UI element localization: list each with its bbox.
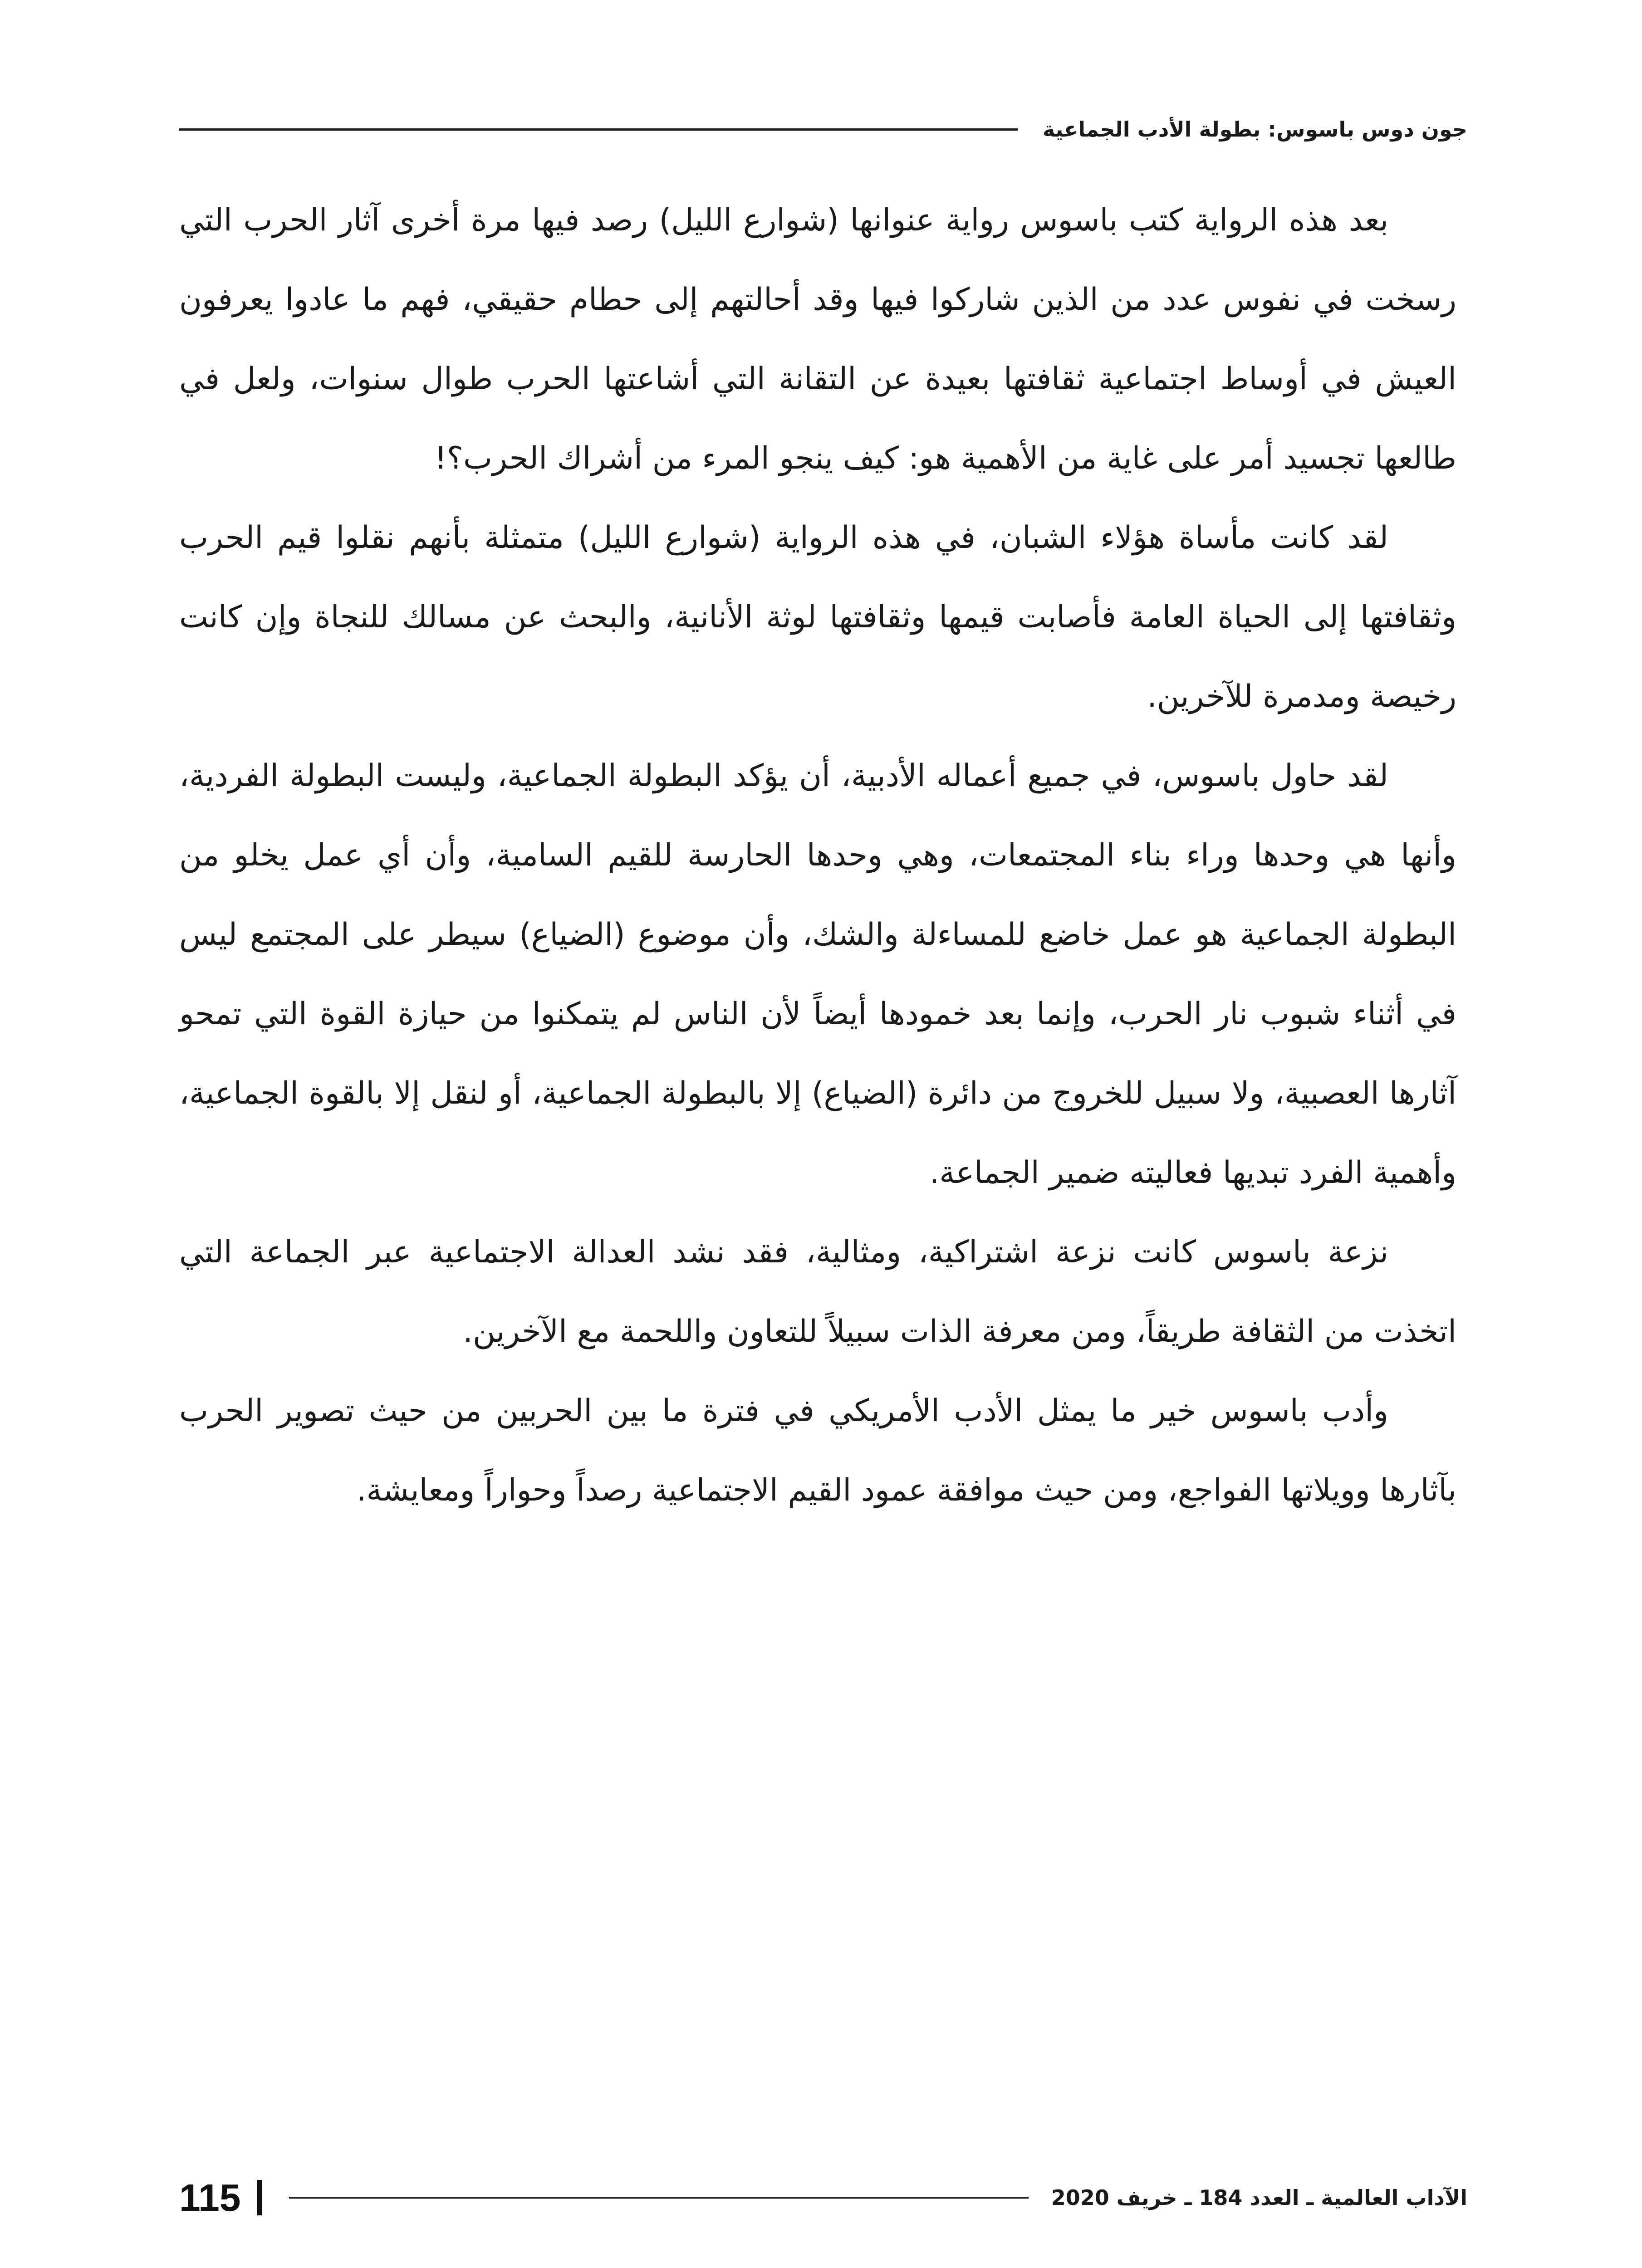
paragraph: لقد كانت مأساة هؤلاء الشبان، في هذه الرواية (شوارع الليل) متمثلة بأنهم نقلوا قيم الحرب وثقافتها إلى الحياة العامة فأصابت قيمها وثقافتها لوثة الأنانية، والبحث عن مسالك للنجاة وإن كانت رخيصة ومدمرة للآخرين. xyxy=(179,520,1456,714)
footer-rule xyxy=(289,2197,1029,2199)
page-footer xyxy=(179,2173,1467,2223)
paragraph: وأدب باسوس خير ما يمثل الأدب الأمريكي في فترة ما بين الحربين من حيث تصوير الحرب بآثارها وويلاتها الفواجع، ومن حيث موافقة عمود القيم الاجتماعية رصداً وحواراً ومعايشة. xyxy=(179,1393,1456,1508)
paragraph: لقد حاول باسوس، في جميع أعماله الأدبية، أن يؤكد البطولة الجماعية، وليست البطولة الفردية، وأنها هي وحدها وراء بناء المجتمعات، وهي وحدها الحارسة للقيم السامية، وأن أي عمل يخلو من البطولة الجماعية هو عمل خاضع للمساءلة والشك، وأن موضوع (الضياع) سيطر على المجتمع ليس في أثناء شبوب نار الحرب، وإنما بعد خمودها أيضاً لأن الناس لم يتمكنوا من حيازة القوة التي تمحو آثارها العصبية، ولا سبيل للخروج من دائرة (الضياع) إلا بالبطولة الجماعية، أو لنقل إلا بالقوة الجماعية، وأهمية الفرد تبديها فعاليته ضمير الجماعة. xyxy=(179,758,1456,1191)
paragraph: بعد هذه الرواية كتب باسوس رواية عنوانها (شوارع الليل) رصد فيها مرة أخرى آثار الحرب التي رسخت في نفوس عدد من الذين شاركوا فيها وقد أحالتهم إلى حطام حقيقي، فهم ما عادوا يعرفون العيش في أوساط اجتماعية ثقافتها بعيدة عن التقانة التي أشاعتها الحرب طوال سنوات، ولعل في طالعها تجسيد أمر على غاية من الأهمية هو: كيف ينجو المرء من أشراك الحرب؟! xyxy=(179,202,1456,476)
running-header xyxy=(179,109,1467,150)
paragraph: نزعة باسوس كانت نزعة اشتراكية، ومثالية، فقد نشد العدالة الاجتماعية عبر الجماعة التي اتخذت من الثقافة طريقاً، ومن معرفة الذات سبيلاً للتعاون واللحمة مع الآخرين. xyxy=(179,1234,1456,1349)
page-number: 115 xyxy=(179,2176,241,2219)
article-body xyxy=(179,181,1456,1530)
running-title: جون دوس باسوس: بطولة الأدب الجماعية xyxy=(1043,117,1467,142)
issue-line: الآداب العالمية ـ العدد 184 ـ خريف 2020 xyxy=(1051,2185,1467,2210)
page-number-divider xyxy=(257,2180,262,2215)
header-rule xyxy=(179,128,1018,131)
